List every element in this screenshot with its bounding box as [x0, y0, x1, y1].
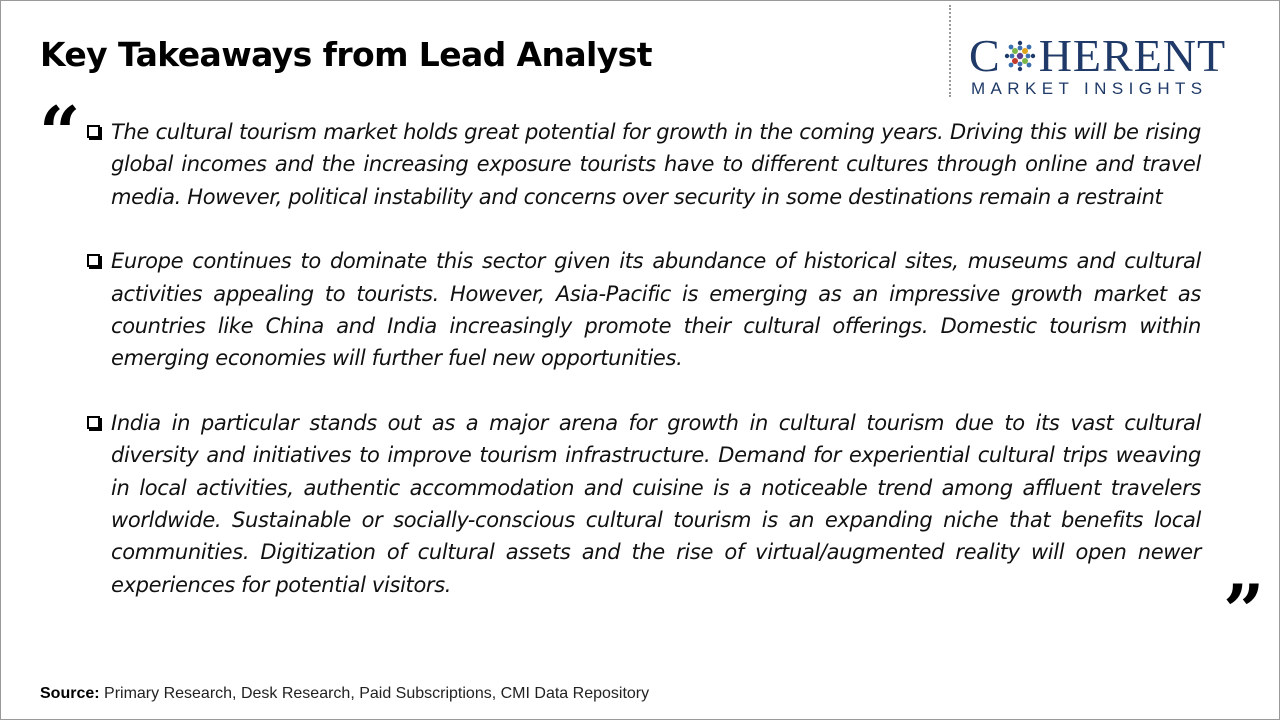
logo-wordmark	[969, 31, 1226, 81]
company-logo	[969, 31, 1261, 101]
close-quote-icon: ”	[1223, 568, 1265, 653]
open-quote-icon: “	[39, 90, 81, 175]
checkbox-bullet-icon	[87, 254, 100, 267]
page-title: Key Takeaways from Lead Analyst	[40, 35, 652, 74]
takeaway-text: India in particular stands out as a major arena for growth in cultural tourism due to its vast cultural diversity and initiatives to improve tourism infrastructure. Demand for experiential cultural trips weaving in local activities, authentic accommodation and cuisine is a noticeable trend among affluent travelers worldwide. Sustainable or socially-conscious cultural tourism is an expanding niche that benefits local communities. Digitization of cultural assets and the rise of virtual/augmented reality will open newer experiences for potential visitors.	[111, 410, 1201, 597]
logo-globe-icon	[1002, 38, 1038, 74]
takeaway-item	[87, 245, 1201, 375]
checkbox-bullet-icon	[87, 125, 100, 138]
logo-subtitle: MARKET INSIGHTS	[971, 79, 1208, 98]
takeaway-text: Europe continues to dominate this sector given its abundance of historical sites, museums and cultural activities appealing to tourists. However, Asia-Pacific is emerging as an impressive growth market as countries like China and India increasingly promote their cultural offerings. Domestic tourism within emerging economies will further fuel new opportunities.	[111, 249, 1201, 371]
source-text: Primary Research, Desk Research, Paid Subscriptions, CMI Data Repository	[99, 685, 650, 702]
source-note	[40, 685, 649, 703]
takeaway-item	[87, 407, 1201, 601]
logo-word-right: HERENT	[1038, 30, 1227, 81]
takeaway-text: The cultural tourism market holds great potential for growth in the coming years. Driving this will be rising global incomes and the increasing exposure tourists have to different cultures through online and travel media. However, political instability and concerns over security in some destinations remain a restraint	[111, 120, 1201, 209]
takeaways-list	[87, 116, 1201, 633]
header-divider	[949, 5, 951, 97]
logo-word-left: C	[969, 30, 1001, 81]
source-label: Source:	[40, 685, 100, 702]
takeaway-item	[87, 116, 1201, 213]
checkbox-bullet-icon	[87, 416, 100, 429]
